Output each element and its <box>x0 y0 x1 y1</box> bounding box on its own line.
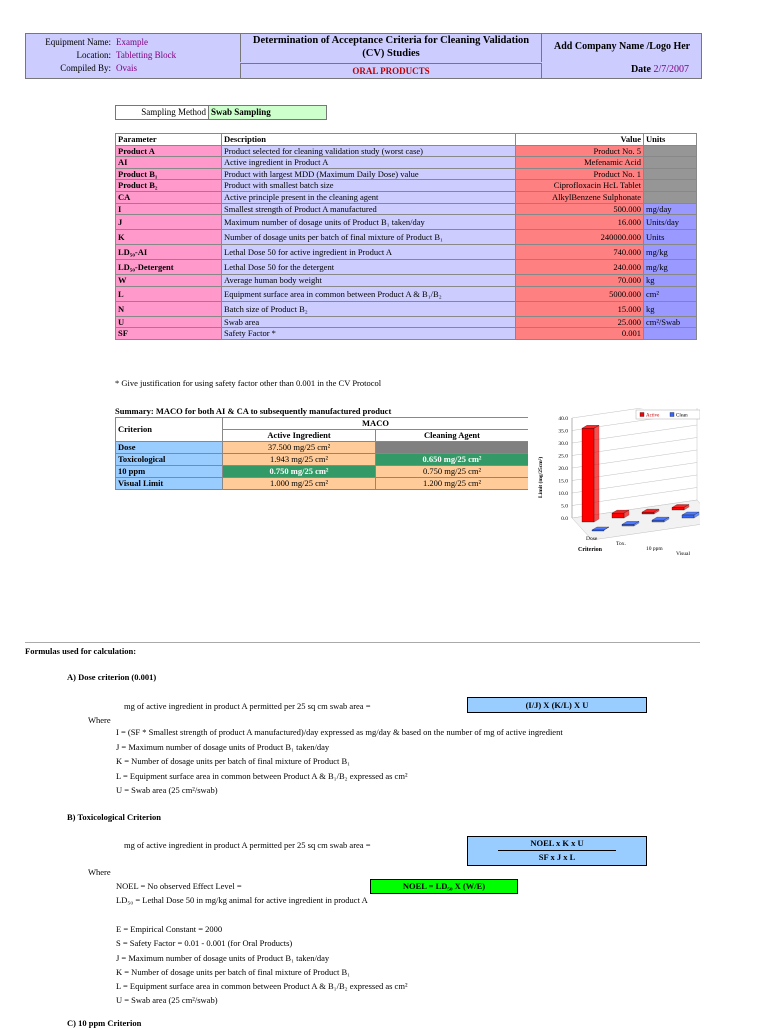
where-label-a: Where <box>88 715 111 725</box>
parameter-value[interactable]: 500.000 <box>516 203 644 215</box>
parameter-description: Active ingredient in Product A <box>222 157 516 169</box>
tox-numerator: NOEL x K x U <box>498 837 616 851</box>
summary-row <box>116 442 529 454</box>
parameter-description: Number of dosage units per batch of final mixture of Product B₁ <box>222 230 516 245</box>
parameter-units: cm² <box>644 286 697 301</box>
y-tick-label: 25.0 <box>558 453 568 460</box>
parameter-value[interactable]: 740.000 <box>516 245 644 260</box>
maco-header: MACO <box>223 418 529 430</box>
bar-active-side <box>594 425 599 522</box>
formulas-heading: Formulas used for calculation: <box>25 646 137 656</box>
bar-clean <box>622 524 634 526</box>
toxicological-criterion-title: B) Toxicological Criterion <box>67 812 161 822</box>
x-tick-label: Dose <box>586 536 598 542</box>
legend-label: Clean <box>676 413 688 419</box>
definition-line: L = Equipment surface area in common between Product A & B₁/B₂ expressed as cm² <box>116 981 408 992</box>
ca-maco-value: 1.200 mg/25 cm² <box>376 478 529 490</box>
parameter-value[interactable]: Product No. 1 <box>516 168 644 180</box>
ai-maco-value: 37.500 mg/25 cm² <box>223 442 376 454</box>
parameter-name: AI <box>116 157 222 169</box>
compiled-label: Compiled By: <box>60 63 111 73</box>
x-tick-label: Tox. <box>616 541 626 547</box>
y-tick-label: 0.0 <box>561 516 568 522</box>
tox-denominator: SF x J x L <box>538 852 576 862</box>
parameter-value[interactable]: Product No. 5 <box>516 145 644 157</box>
criterion-name: Visual Limit <box>116 478 223 490</box>
parameter-units <box>644 168 697 180</box>
compiled-value[interactable]: Ovais <box>116 63 137 73</box>
parameter-row <box>116 215 697 230</box>
parameter-value[interactable]: 0.001 <box>516 328 644 340</box>
ppm-criterion-title: C) 10 ppm Criterion <box>67 1018 142 1028</box>
parameter-value[interactable]: 25.000 <box>516 316 644 328</box>
definition-line: I = (SF * Smallest strength of product A manufactured)/day expressed as mg/day & based on the number of mg of active ingredient <box>116 727 563 737</box>
y-tick-label: 10.0 <box>558 491 568 497</box>
parameter-description: Lethal Dose 50 for active ingredient in Product A <box>222 245 516 260</box>
tox-formula-box <box>467 836 647 866</box>
y-tick-label: 5.0 <box>561 503 568 510</box>
y-tick-label: 30.0 <box>558 441 568 447</box>
parameter-value[interactable]: Ciprofloxacin HcL Tablet <box>516 180 644 192</box>
y-tick-label: 15.0 <box>558 478 568 485</box>
definition-line: E = Empirical Constant = 2000 <box>116 923 223 934</box>
parameter-row <box>116 191 697 203</box>
parameter-name: CA <box>116 191 222 203</box>
parameter-name: U <box>116 316 222 328</box>
parameter-name: L <box>116 286 222 301</box>
parameter-units: kg <box>644 301 697 316</box>
parameter-description: Product selected for cleaning validation study (worst case) <box>222 145 516 157</box>
parameter-name: K <box>116 230 222 245</box>
col-value: Value <box>516 134 644 146</box>
parameter-description: Average human body weight <box>222 275 516 287</box>
x-axis-title: Criterion <box>578 547 602 553</box>
company-name[interactable]: Add Company Name /Logo Her <box>554 41 691 52</box>
parameter-description: Product with largest MDD (Maximum Daily Dose) value <box>222 168 516 180</box>
date-field <box>631 64 689 75</box>
legend-swatch <box>640 413 644 417</box>
page-title: Determination of Acceptance Criteria for Cleaning Validation (CV) Studies <box>240 34 542 62</box>
parameter-row <box>116 145 697 157</box>
ai-maco-value: 1.000 mg/25 cm² <box>223 478 376 490</box>
legend-swatch <box>670 413 674 417</box>
parameter-units: mg/kg <box>644 245 697 260</box>
summary-title: Summary: MACO for both AI & CA to subsequently manufactured product <box>115 406 392 416</box>
parameter-description: Equipment surface area in common between Product A & B₁/B₂ <box>222 286 516 301</box>
parameter-units: Units <box>644 230 697 245</box>
parameter-row <box>116 275 697 287</box>
parameter-row <box>116 328 697 340</box>
parameter-row <box>116 260 697 275</box>
definition-line: LD₅₀ = Lethal Dose 50 in mg/kg animal for active ingredient in product A <box>116 895 368 906</box>
parameter-row <box>116 316 697 328</box>
equipment-value[interactable]: Example <box>116 37 148 47</box>
parameter-name: N <box>116 301 222 316</box>
sampling-label: Sampling Method <box>115 105 209 120</box>
parameter-name: Product B₂ <box>116 180 222 192</box>
parameter-header-row <box>116 134 697 146</box>
dose-formula-box: (I/J) X (K/L) X U <box>467 697 647 713</box>
parameter-row <box>116 286 697 301</box>
parameter-value[interactable]: 15.000 <box>516 301 644 316</box>
date-label: Date <box>630 64 651 75</box>
ai-maco-value: 1.943 mg/25 cm² <box>223 454 376 466</box>
criterion-header: Criterion <box>116 418 223 442</box>
noel-formula-box: NOEL = LD₅₀ X (W/E) <box>370 879 518 894</box>
definition-line: K = Number of dosage units per batch of final mixture of Product B₁ <box>116 966 351 977</box>
definition-line: U = Swab area (25 cm²/swab) <box>116 785 218 795</box>
parameter-value[interactable]: 240.000 <box>516 260 644 275</box>
ca-header: Cleaning Agent <box>376 430 529 442</box>
parameter-name: Product B₁ <box>116 168 222 180</box>
parameter-name: LD₅₀-AI <box>116 245 222 260</box>
legend-label: Active <box>646 413 660 419</box>
parameter-row <box>116 157 697 169</box>
parameter-units <box>644 145 697 157</box>
parameter-units <box>644 157 697 169</box>
col-units: Units <box>644 134 697 146</box>
y-tick-label: 35.0 <box>558 428 568 435</box>
parameter-row <box>116 168 697 180</box>
definition-line: J = Maximum number of dosage units of Product B₁ taken/day <box>116 741 330 752</box>
safety-factor-note: * Give justification for using safety factor other than 0.001 in the CV Protocol <box>115 378 382 388</box>
summary-row <box>116 454 529 466</box>
y-tick-label: 20.0 <box>558 466 568 472</box>
bar-clean <box>682 515 694 518</box>
parameter-units: mg/kg <box>644 260 697 275</box>
parameter-row <box>116 245 697 260</box>
x-tick-label: Visual <box>676 551 691 556</box>
dose-criterion-title: A) Dose criterion (0.001) <box>67 672 157 682</box>
sampling-value[interactable]: Swab Sampling <box>208 105 327 120</box>
summary-header-row <box>116 418 529 430</box>
parameter-units: cm²/Swab <box>644 316 697 328</box>
maco-3d-bar-chart[interactable] <box>528 408 700 556</box>
definition-line: U = Swab area (25 cm²/swab) <box>116 995 218 1006</box>
parameter-value[interactable]: Mefenamic Acid <box>516 157 644 169</box>
definition-line: K = Number of dosage units per batch of final mixture of Product B₁ <box>116 756 351 766</box>
col-description: Description <box>222 134 516 146</box>
location-value[interactable]: Tabletting Block <box>116 50 177 60</box>
parameter-value[interactable]: 70.000 <box>516 275 644 287</box>
parameter-description: Smallest strength of Product A manufactured <box>222 203 516 215</box>
definition-line: L = Equipment surface area in common between Product A & B₁/B₂ expressed as cm² <box>116 770 408 781</box>
parameter-name: Product A <box>116 145 222 157</box>
parameter-units: kg <box>644 275 697 287</box>
parameter-row <box>116 203 697 215</box>
definition-line: J = Maximum number of dosage units of Product B₁ taken/day <box>116 952 330 963</box>
summary-table <box>115 417 529 490</box>
bar-clean <box>592 530 604 531</box>
parameter-name: LD₅₀-Detergent <box>116 260 222 275</box>
parameter-name: J <box>116 215 222 230</box>
parameter-description: Batch size of Product B₂ <box>222 301 516 316</box>
parameter-units: Units/day <box>644 215 697 230</box>
parameter-row <box>116 180 697 192</box>
section-divider <box>25 642 700 643</box>
parameter-row <box>116 301 697 316</box>
criterion-name: Dose <box>116 442 223 454</box>
y-tick-label: 40.0 <box>558 416 568 422</box>
bar-active <box>612 513 624 518</box>
bar-active <box>672 508 684 511</box>
parameter-name: I <box>116 203 222 215</box>
parameter-row <box>116 230 697 245</box>
location-label: Location: <box>76 50 111 60</box>
criterion-name: 10 ppm <box>116 466 223 478</box>
parameter-description: Active principle present in the cleaning agent <box>222 191 516 203</box>
bar-active <box>582 428 594 522</box>
summary-row <box>116 478 529 490</box>
parameter-description: Lethal Dose 50 for the detergent <box>222 260 516 275</box>
parameter-name: W <box>116 275 222 287</box>
x-tick-label: 10 ppm <box>646 546 663 552</box>
parameter-value[interactable]: 16.000 <box>516 215 644 230</box>
bar-active <box>642 512 654 514</box>
where-label-b: Where <box>88 867 111 877</box>
ai-header: Active Ingredient <box>223 430 376 442</box>
date-value[interactable]: 2/7/2007 <box>653 64 689 75</box>
ai-maco-value: 0.750 mg/25 cm² <box>223 466 376 478</box>
parameter-description: Product with smallest batch size <box>222 180 516 192</box>
parameter-description: Maximum number of dosage units of Product B₁ taken/day <box>222 215 516 230</box>
page-subtitle: ORAL PRODUCTS <box>240 63 542 78</box>
header-panel <box>25 33 702 79</box>
summary-row <box>116 466 529 478</box>
parameter-units <box>644 191 697 203</box>
bar-clean <box>652 520 664 522</box>
parameter-value[interactable]: 240000.000 <box>516 230 644 245</box>
parameter-description: Swab area <box>222 316 516 328</box>
parameter-units <box>644 328 697 340</box>
col-parameter: Parameter <box>116 134 222 146</box>
parameter-units <box>644 180 697 192</box>
parameter-name: SF <box>116 328 222 340</box>
parameter-description: Safety Factor * <box>222 328 516 340</box>
ca-maco-value: 0.750 mg/25 cm² <box>376 466 529 478</box>
equipment-label: Equipment Name: <box>45 37 111 47</box>
y-axis-title: Limit (mg/25cm²) <box>538 456 544 498</box>
parameter-value[interactable]: AlkylBenzene Sulphonate <box>516 191 644 203</box>
definition-line: S = Safety Factor = 0.01 - 0.001 (for Oral Products) <box>116 938 293 949</box>
sampling-method <box>115 105 327 118</box>
ca-maco-value: 0.650 mg/25 cm² <box>376 454 529 466</box>
definition-line: NOEL = No observed Effect Level = <box>116 881 242 891</box>
ca-maco-value <box>376 442 529 454</box>
tox-criterion-line: mg of active ingredient in product A permitted per 25 sq cm swab area = <box>124 840 371 850</box>
parameter-units: mg/day <box>644 203 697 215</box>
parameter-table <box>115 133 697 340</box>
criterion-name: Toxicological <box>116 454 223 466</box>
dose-criterion-line: mg of active ingredient in product A permitted per 25 sq cm swab area = <box>124 701 371 711</box>
parameter-value[interactable]: 5000.000 <box>516 286 644 301</box>
